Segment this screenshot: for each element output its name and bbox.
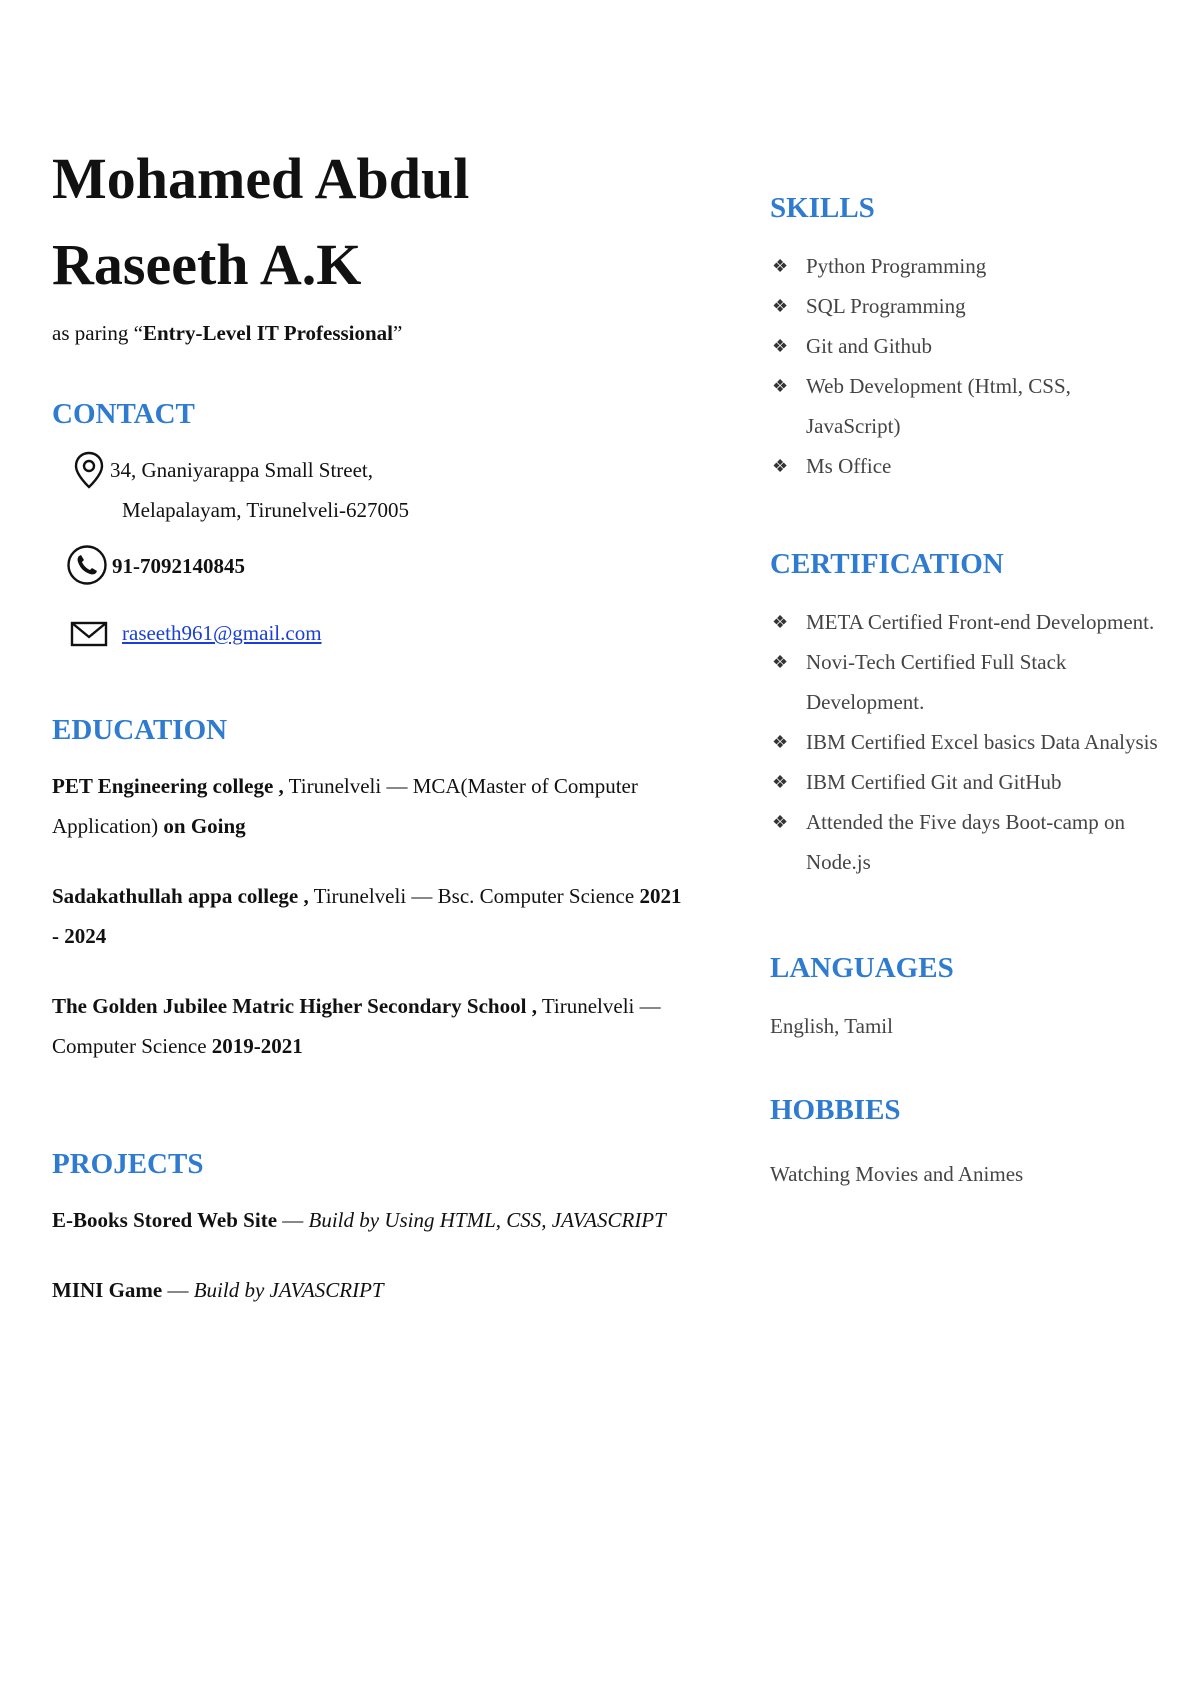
diamond-bullet-icon: ❖	[772, 772, 789, 792]
list-item	[770, 366, 1170, 446]
certification-label: IBM Certified Git and GitHub	[806, 770, 1062, 794]
education-details: Tirunelveli — MCA(Master of Computer Application)	[52, 774, 638, 838]
tagline-suffix: ”	[393, 321, 403, 345]
education-period: on Going	[163, 814, 246, 838]
tagline-role: Entry-Level IT Professional	[142, 321, 394, 345]
certification-label: META Certified Front-end Development.	[806, 610, 1155, 634]
mail-icon	[70, 613, 108, 666]
certification-label: Attended the Five days Boot-camp on Node.js	[806, 810, 1126, 874]
contact-phone	[52, 544, 692, 599]
list-item	[770, 446, 1170, 486]
diamond-bullet-icon: ❖	[772, 812, 789, 832]
list-item	[770, 246, 1170, 286]
languages-title: LANGUAGES	[770, 952, 954, 984]
location-pin-icon	[72, 450, 106, 503]
candidate-name	[52, 136, 692, 308]
list-item	[770, 326, 1170, 366]
diamond-bullet-icon: ❖	[772, 376, 789, 396]
diamond-bullet-icon: ❖	[772, 336, 789, 356]
project-entry	[52, 1200, 692, 1240]
project-separator: —	[162, 1278, 194, 1302]
certification-list	[770, 602, 1170, 882]
education-entry	[52, 986, 692, 1066]
left-column	[52, 136, 692, 1310]
list-item	[770, 802, 1170, 882]
name-line-1: Mohamed Abdul	[52, 146, 470, 211]
diamond-bullet-icon: ❖	[772, 456, 789, 476]
education-institution: PET Engineering college ,	[52, 774, 284, 798]
diamond-bullet-icon: ❖	[772, 256, 789, 276]
project-description: Build by Using HTML, CSS, JAVASCRIPT	[308, 1208, 666, 1232]
education-period: 2021 - 2024	[52, 884, 682, 948]
skill-label: SQL Programming	[806, 294, 966, 318]
address-line-2: Melapalayam, Tirunelveli-627005	[122, 498, 409, 522]
skills-title: SKILLS	[770, 192, 875, 224]
list-item	[770, 642, 1170, 722]
skill-label: Ms Office	[806, 454, 892, 478]
phone-number[interactable]: 91-7092140845	[112, 554, 245, 578]
tagline-prefix: as paring “	[52, 321, 143, 345]
education-title: EDUCATION	[52, 714, 228, 746]
education-institution: Sadakathullah appa college ,	[52, 884, 309, 908]
project-separator: —	[277, 1208, 309, 1232]
diamond-bullet-icon: ❖	[772, 296, 789, 316]
education-details: Tirunelveli — Bsc. Computer Science	[308, 884, 640, 908]
address-line-1: 34, Gnaniyarappa Small Street,	[110, 458, 374, 482]
languages-text: English, Tamil	[770, 1014, 893, 1038]
certification-label: IBM Certified Excel basics Data Analysis	[806, 730, 1158, 754]
skill-label: Python Programming	[806, 254, 987, 278]
phone-icon	[66, 544, 108, 599]
education-period: 2019-2021	[211, 1034, 303, 1058]
certification-title: CERTIFICATION	[770, 548, 1004, 580]
skills-list	[770, 246, 1170, 486]
project-name: E-Books Stored Web Site	[52, 1208, 278, 1232]
list-item	[770, 286, 1170, 326]
contact-title: CONTACT	[52, 398, 195, 430]
diamond-bullet-icon: ❖	[772, 732, 789, 752]
education-entry	[52, 766, 692, 846]
education-entry	[52, 876, 692, 956]
name-line-2: Raseeth A.K	[52, 232, 362, 297]
skill-label: Web Development (Html, CSS, JavaScript)	[806, 374, 1071, 438]
list-item	[770, 762, 1170, 802]
list-item	[770, 602, 1170, 642]
email-link[interactable]: raseeth961@gmail.com	[122, 621, 322, 645]
right-column	[770, 190, 1170, 1194]
contact-address	[52, 450, 692, 530]
hobbies-title: HOBBIES	[770, 1094, 901, 1126]
list-item	[770, 722, 1170, 762]
diamond-bullet-icon: ❖	[772, 612, 789, 632]
tagline	[52, 318, 692, 348]
education-institution: The Golden Jubilee Matric Higher Secondary School ,	[52, 994, 537, 1018]
project-name: MINI Game	[52, 1278, 163, 1302]
project-entry	[52, 1270, 692, 1310]
skill-label: Git and Github	[806, 334, 932, 358]
address-text	[106, 450, 409, 530]
projects-title: PROJECTS	[52, 1148, 204, 1180]
education-details: Tirunelveli — Computer Science	[52, 994, 661, 1058]
project-description: Build by JAVASCRIPT	[193, 1278, 384, 1302]
diamond-bullet-icon: ❖	[772, 652, 789, 672]
hobbies-text: Watching Movies and Animes	[770, 1162, 1024, 1186]
certification-label: Novi-Tech Certified Full Stack Development.	[806, 650, 1067, 714]
contact-email	[52, 613, 692, 666]
